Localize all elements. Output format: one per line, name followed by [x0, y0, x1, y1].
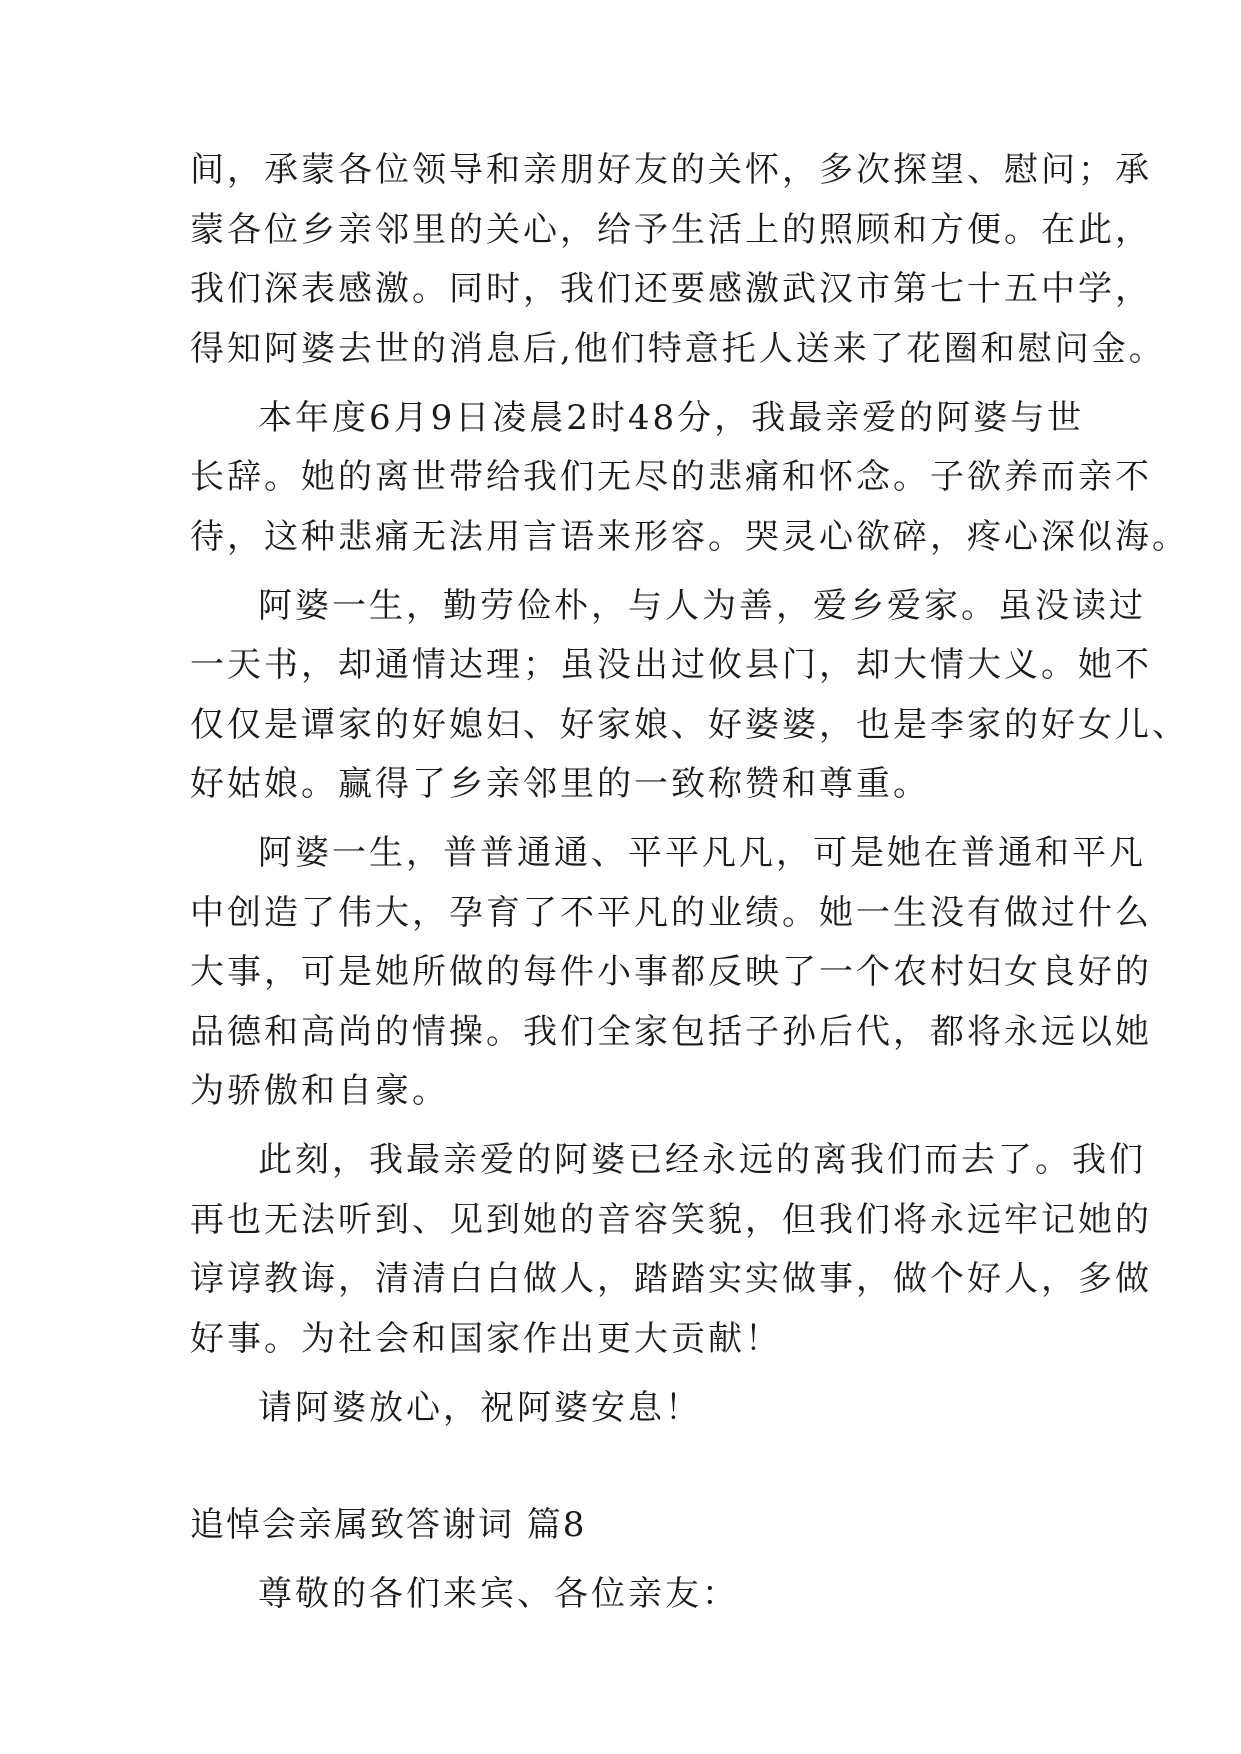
- paragraph-line: 待，这种悲痛无法用言语来形容。哭灵心欲碎，疼心深似海。: [190, 517, 1189, 557]
- greeting-line: 尊敬的各们来宾、各位亲友：: [258, 1574, 739, 1614]
- paragraph-line: 得知阿婆去世的消息后,他们特意托人送来了花圈和慰问金。: [190, 329, 1166, 369]
- paragraph-line: 再也无法听到、见到她的音容笑貌，但我们将永远牢记她的: [190, 1200, 1152, 1240]
- paragraph-line: 品德和高尚的情操。我们全家包括子孙后代，都将永远以她: [190, 1012, 1152, 1052]
- paragraph-line: 此刻，我最亲爱的阿婆已经永远的离我们而去了。我们: [258, 1140, 1146, 1180]
- paragraph-line: 本年度6月9日凌晨2时48分，我最亲爱的阿婆与世: [258, 398, 1085, 438]
- paragraph-line: 中创造了伟大，孕育了不平凡的业绩。她一生没有做过什么: [190, 893, 1152, 933]
- paragraph-line: 大事，可是她所做的每件小事都反映了一个农村妇女良好的: [190, 952, 1152, 992]
- paragraph-line: 为骄傲和自豪。: [190, 1071, 449, 1111]
- paragraph-line: 我们深表感激。同时，我们还要感激武汉市第七十五中学，: [190, 269, 1152, 309]
- paragraph-line: 蒙各位乡亲邻里的关心，给予生活上的照顾和方便。在此，: [190, 210, 1152, 250]
- paragraph-line: 长辞。她的离世带给我们无尽的悲痛和怀念。子欲养而亲不: [190, 457, 1152, 497]
- section-title: 追悼会亲属致答谢词 篇8: [190, 1505, 587, 1545]
- paragraph-line: 间，承蒙各位领导和亲朋好友的关怀，多次探望、慰问；承: [190, 150, 1152, 190]
- paragraph-line: 好姑娘。赢得了乡亲邻里的一致称赞和尊重。: [190, 764, 930, 804]
- paragraph-line: 好事。为社会和国家作出更大贡献！: [190, 1319, 782, 1359]
- paragraph-line: 仅仅是谭家的好媳妇、好家娘、好婆婆，也是李家的好女儿、: [190, 705, 1189, 745]
- paragraph-line: 阿婆一生，普普通通、平平凡凡，可是她在普通和平凡: [258, 833, 1146, 873]
- paragraph-line: 一天书，却通情达理；虽没出过攸县门，却大情大义。她不: [190, 645, 1152, 685]
- paragraph-line: 阿婆一生，勤劳俭朴，与人为善，爱乡爱家。虽没读过: [258, 586, 1146, 626]
- paragraph-line: 谆谆教诲，清清白白做人，踏踏实实做事，做个好人，多做: [190, 1259, 1152, 1299]
- paragraph-line: 请阿婆放心，祝阿婆安息！: [258, 1388, 702, 1428]
